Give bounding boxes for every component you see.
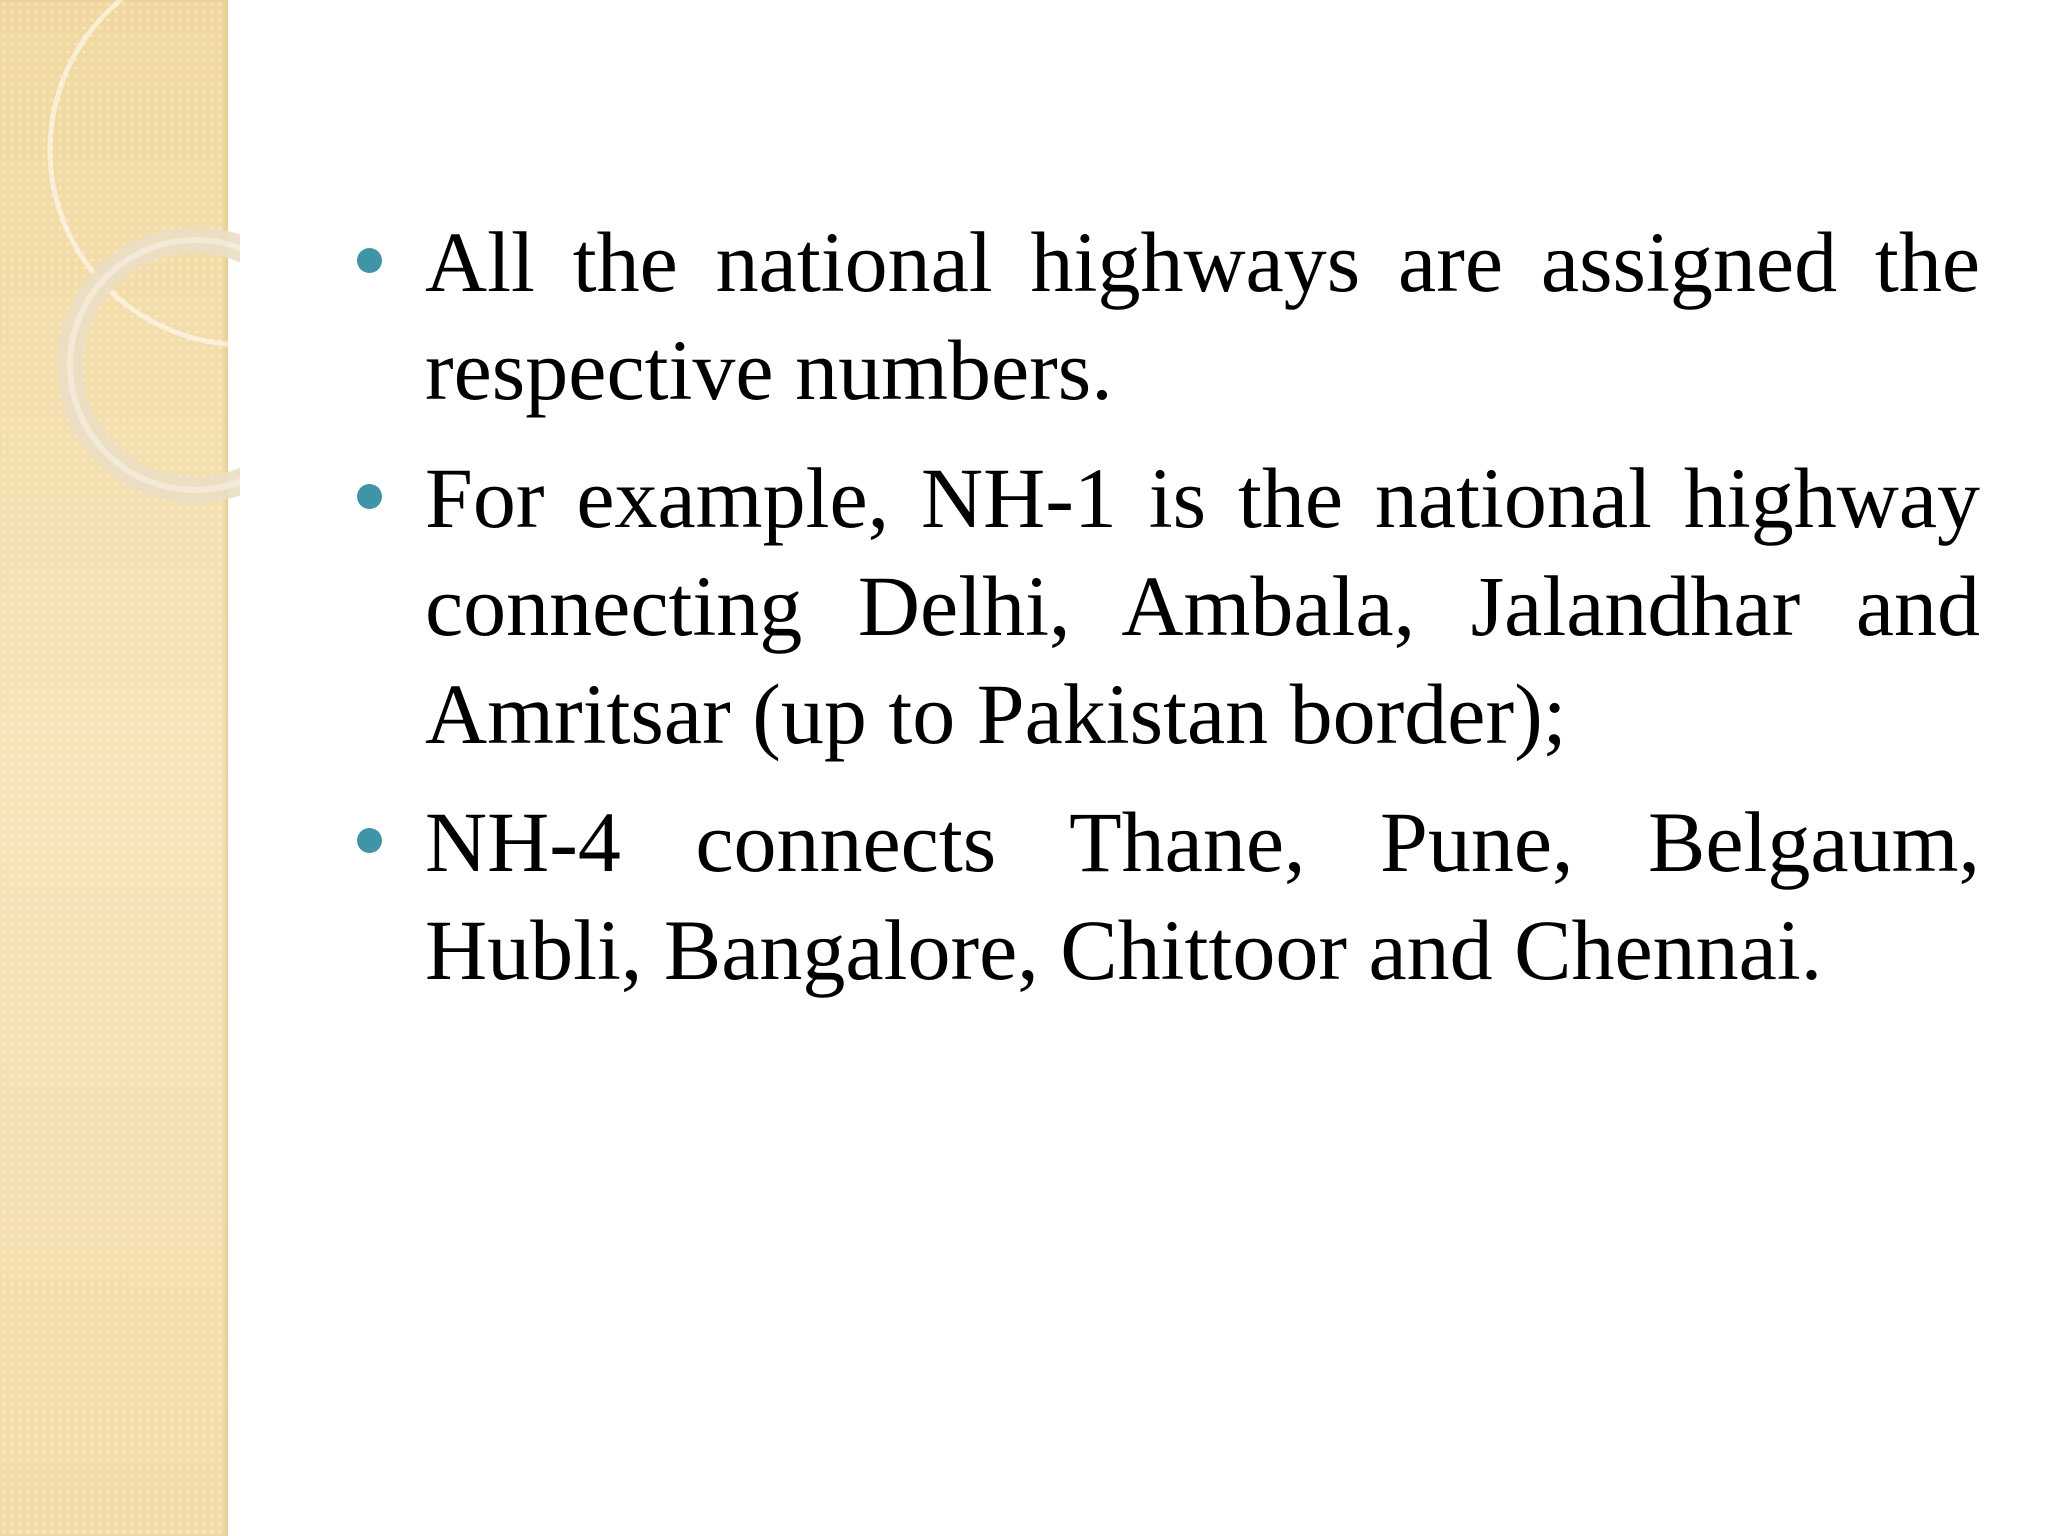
bullet-item [355, 788, 1980, 1004]
bullet-text: All the national highways are assigned the respective numbers. [425, 214, 1980, 418]
bullet-item [355, 208, 1980, 424]
bullet-dot-icon [357, 484, 382, 509]
decorative-rings [0, 0, 240, 520]
bullet-item [355, 444, 1980, 768]
bullet-dot-icon [357, 828, 382, 853]
bullet-text: NH-4 connects Thane, Pune, Belgaum, Hubli, Bangalore, Chittoor and Chennai. [425, 794, 1980, 998]
slide-content [355, 208, 1980, 1024]
bullet-dot-icon [357, 248, 382, 273]
small-ring [70, 240, 240, 490]
bullet-text: For example, NH-1 is the national highway connecting Delhi, Ambala, Jalandhar and Amritsar (up to Pakistan border); [425, 450, 1980, 762]
bullet-list [355, 208, 1980, 1004]
